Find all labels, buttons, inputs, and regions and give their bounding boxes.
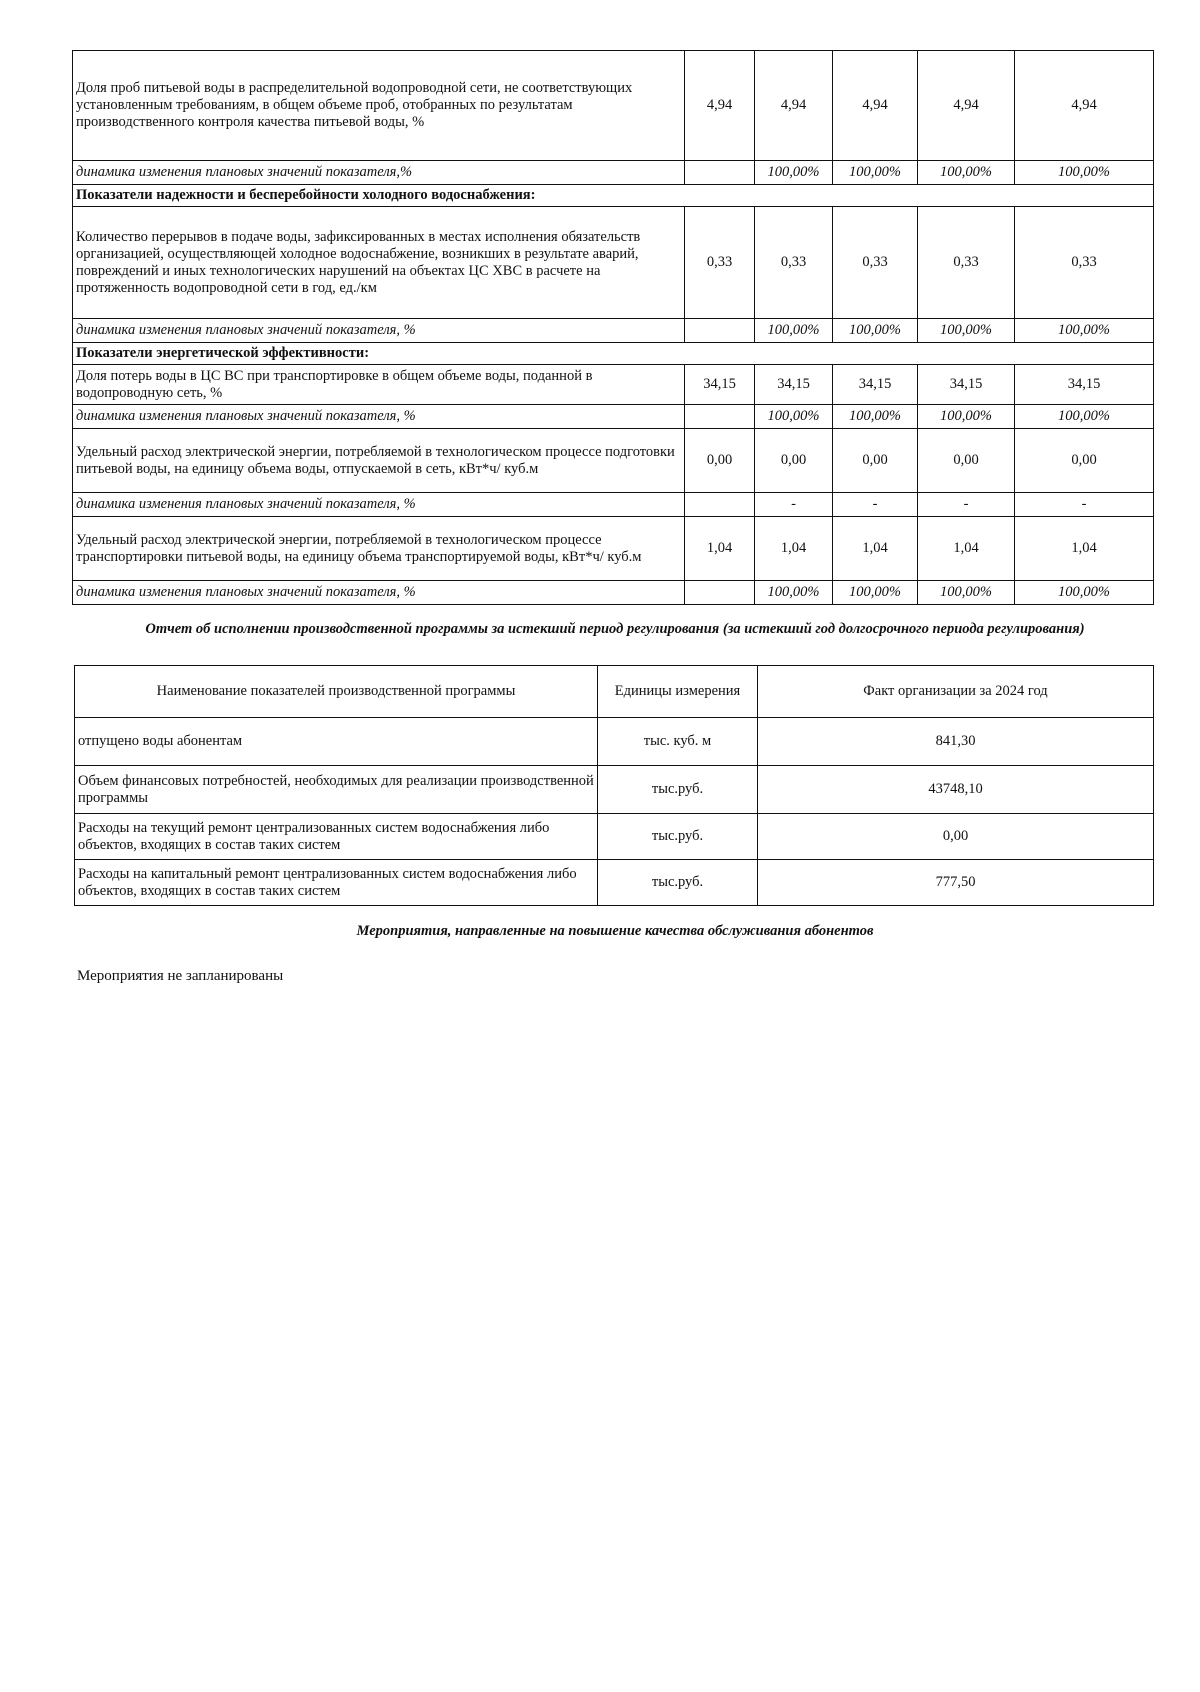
dynamics-cell: - xyxy=(755,493,833,517)
measures-text: Мероприятия не запланированы xyxy=(77,968,284,984)
dynamics-cell: 100,00% xyxy=(755,581,833,605)
table-row xyxy=(73,517,1154,581)
value-cell: 1,04 xyxy=(685,517,755,581)
value-cell: 0,00 xyxy=(918,429,1015,493)
value-cell: 0,00 xyxy=(685,429,755,493)
dynamics-label: динамика изменения плановых значений показателя,% xyxy=(73,161,685,185)
dynamics-label: динамика изменения плановых значений показателя, % xyxy=(73,493,685,517)
table-row xyxy=(75,814,1154,860)
value-cell: 34,15 xyxy=(1015,365,1154,405)
value-cell: 34,15 xyxy=(918,365,1015,405)
report-value-cell: 0,00 xyxy=(758,814,1154,860)
report-unit-cell: тыс.руб. xyxy=(598,814,758,860)
value-cell: 4,94 xyxy=(918,51,1015,161)
indicator-label: Удельный расход электрической энергии, потребляемой в технологическом процессе транспортировки питьевой воды, на единицу объема транспортируемой воды, кВт*ч/ куб.м xyxy=(73,517,685,581)
dynamics-cell xyxy=(685,581,755,605)
value-cell: 0,33 xyxy=(918,207,1015,319)
dynamics-cell: 100,00% xyxy=(918,405,1015,429)
dynamics-cell: - xyxy=(1015,493,1154,517)
value-cell: 4,94 xyxy=(755,51,833,161)
value-cell: 34,15 xyxy=(755,365,833,405)
table-row xyxy=(73,161,1154,185)
dynamics-cell: 100,00% xyxy=(1015,405,1154,429)
dynamics-cell: 100,00% xyxy=(833,581,918,605)
report-name-cell: Расходы на капитальный ремонт централизованных систем водоснабжения либо объектов, входящих в состав таких систем xyxy=(75,860,598,906)
report-caption: Отчет об исполнении производственной программы за истекший период регулирования (за истекший год долгосрочного периода регулирования) xyxy=(145,621,1085,637)
table-row xyxy=(73,429,1154,493)
dynamics-cell: 100,00% xyxy=(755,319,833,343)
dynamics-cell: 100,00% xyxy=(1015,161,1154,185)
table-row xyxy=(73,405,1154,429)
value-cell: 34,15 xyxy=(685,365,755,405)
value-cell: 0,33 xyxy=(685,207,755,319)
section-header: Показатели энергетической эффективности: xyxy=(73,343,1154,365)
table-row xyxy=(73,207,1154,319)
report-table xyxy=(74,665,1154,906)
report-value-cell: 841,30 xyxy=(758,718,1154,766)
indicators-table xyxy=(72,50,1154,605)
dynamics-cell: 100,00% xyxy=(755,161,833,185)
dynamics-cell: 100,00% xyxy=(1015,581,1154,605)
dynamics-label: динамика изменения плановых значений показателя, % xyxy=(73,319,685,343)
section-header: Показатели надежности и бесперебойности холодного водоснабжения: xyxy=(73,185,1154,207)
value-cell: 1,04 xyxy=(918,517,1015,581)
dynamics-cell xyxy=(685,319,755,343)
dynamics-cell: - xyxy=(833,493,918,517)
column-header: Наименование показателей производственной программы xyxy=(75,666,598,718)
report-unit-cell: тыс. куб. м xyxy=(598,718,758,766)
table-row xyxy=(75,766,1154,814)
table-row xyxy=(73,319,1154,343)
dynamics-cell: 100,00% xyxy=(833,405,918,429)
dynamics-cell xyxy=(685,161,755,185)
dynamics-cell: - xyxy=(918,493,1015,517)
value-cell: 4,94 xyxy=(1015,51,1154,161)
table-row xyxy=(73,51,1154,161)
table-row xyxy=(73,493,1154,517)
value-cell: 0,00 xyxy=(1015,429,1154,493)
dynamics-label: динамика изменения плановых значений показателя, % xyxy=(73,405,685,429)
value-cell: 0,33 xyxy=(833,207,918,319)
column-header: Единицы измерения xyxy=(598,666,758,718)
table-row xyxy=(73,365,1154,405)
value-cell: 0,00 xyxy=(833,429,918,493)
indicator-label: Доля проб питьевой воды в распределительной водопроводной сети, не соответствующих установленным требованиям, в общем объеме проб, отобранных по результатам производственного контроля качества питьевой воды, % xyxy=(73,51,685,161)
value-cell: 34,15 xyxy=(833,365,918,405)
dynamics-cell xyxy=(685,405,755,429)
table-row xyxy=(73,581,1154,605)
dynamics-cell: 100,00% xyxy=(755,405,833,429)
section-header-row xyxy=(73,343,1154,365)
indicator-label: Удельный расход электрической энергии, потребляемой в технологическом процессе подготовки питьевой воды, на единицу объема воды, отпускаемой в сеть, кВт*ч/ куб.м xyxy=(73,429,685,493)
value-cell: 0,00 xyxy=(755,429,833,493)
dynamics-cell: 100,00% xyxy=(833,319,918,343)
dynamics-cell: 100,00% xyxy=(918,581,1015,605)
report-name-cell: отпущено воды абонентам xyxy=(75,718,598,766)
table-row xyxy=(75,860,1154,906)
indicator-label: Доля потерь воды в ЦС ВС при транспортировке в общем объеме воды, поданной в водопроводную сеть, % xyxy=(73,365,685,405)
measures-caption: Мероприятия, направленные на повышение качества обслуживания абонентов xyxy=(356,923,874,939)
value-cell: 0,33 xyxy=(755,207,833,319)
value-cell: 0,33 xyxy=(1015,207,1154,319)
report-value-cell: 43748,10 xyxy=(758,766,1154,814)
value-cell: 4,94 xyxy=(833,51,918,161)
table-row xyxy=(75,718,1154,766)
table-header-row xyxy=(75,666,1154,718)
column-header: Факт организации за 2024 год xyxy=(758,666,1154,718)
value-cell: 1,04 xyxy=(833,517,918,581)
indicator-label: Количество перерывов в подаче воды, зафиксированных в местах исполнения обязательств организацией, осуществляющей холодное водоснабжение, возникших в результате аварий, повреждений и иных технологических нарушений на объектах ЦС ХВС в расчете на протяженность водопроводной сети в год, ед./км xyxy=(73,207,685,319)
dynamics-cell: 100,00% xyxy=(918,319,1015,343)
report-value-cell: 777,50 xyxy=(758,860,1154,906)
dynamics-cell: 100,00% xyxy=(1015,319,1154,343)
section-header-row xyxy=(73,185,1154,207)
dynamics-cell: 100,00% xyxy=(918,161,1015,185)
value-cell: 1,04 xyxy=(755,517,833,581)
value-cell: 1,04 xyxy=(1015,517,1154,581)
dynamics-cell: 100,00% xyxy=(833,161,918,185)
report-name-cell: Объем финансовых потребностей, необходимых для реализации производственной программы xyxy=(75,766,598,814)
report-unit-cell: тыс.руб. xyxy=(598,766,758,814)
dynamics-cell xyxy=(685,493,755,517)
value-cell: 4,94 xyxy=(685,51,755,161)
report-name-cell: Расходы на текущий ремонт централизованных систем водоснабжения либо объектов, входящих в состав таких систем xyxy=(75,814,598,860)
report-unit-cell: тыс.руб. xyxy=(598,860,758,906)
dynamics-label: динамика изменения плановых значений показателя, % xyxy=(73,581,685,605)
